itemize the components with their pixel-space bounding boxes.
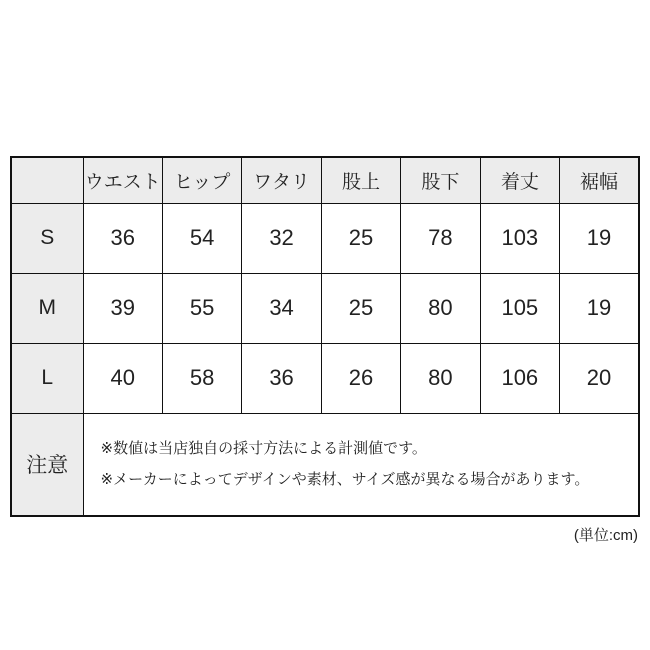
- cell-m-length: 105: [480, 273, 559, 343]
- cell-s-inseam: 78: [401, 203, 480, 273]
- cell-s-rise: 25: [321, 203, 400, 273]
- cell-s-hip: 54: [162, 203, 241, 273]
- row-label-s: S: [11, 203, 83, 273]
- column-header-waist: ウエスト: [83, 157, 162, 203]
- unit-note: (単位:cm): [573, 527, 638, 544]
- cell-m-thigh: 34: [242, 273, 321, 343]
- cell-s-length: 103: [480, 203, 559, 273]
- cell-l-thigh: 36: [242, 343, 321, 413]
- table-row-size-s: [11, 203, 639, 273]
- cell-m-inseam: 80: [401, 273, 480, 343]
- column-header-hem-width: 裾幅: [560, 157, 639, 203]
- corner-cell: [11, 157, 83, 203]
- table-row-size-l: [11, 343, 639, 413]
- column-header-thigh: ワタリ: [242, 157, 321, 203]
- cell-l-waist: 40: [83, 343, 162, 413]
- cell-s-waist: 36: [83, 203, 162, 273]
- note-row: [11, 413, 639, 516]
- cell-l-hem-width: 20: [560, 343, 639, 413]
- size-table: [10, 156, 640, 517]
- table-row-size-m: [11, 273, 639, 343]
- cell-l-inseam: 80: [401, 343, 480, 413]
- row-label-l: L: [11, 343, 83, 413]
- cell-s-thigh: 32: [242, 203, 321, 273]
- note-row-label: 注意: [11, 413, 83, 516]
- cell-l-rise: 26: [321, 343, 400, 413]
- cell-s-hem-width: 19: [560, 203, 639, 273]
- note-line-2: ※メーカーによってデザインや素材、サイズ感が異なる場合があります。: [100, 471, 590, 489]
- column-header-inseam: 股下: [401, 157, 480, 203]
- cell-l-hip: 58: [162, 343, 241, 413]
- row-label-m: M: [11, 273, 83, 343]
- cell-m-rise: 25: [321, 273, 400, 343]
- cell-l-length: 106: [480, 343, 559, 413]
- column-header-length: 着丈: [480, 157, 559, 203]
- column-header-hip: ヒップ: [162, 157, 241, 203]
- header-row: [11, 157, 639, 203]
- column-header-rise: 股上: [321, 157, 400, 203]
- cell-m-waist: 39: [83, 273, 162, 343]
- cell-m-hem-width: 19: [560, 273, 639, 343]
- note-cell: [83, 413, 639, 516]
- note-line-1: ※数値は当店独自の採寸方法による計測値です。: [100, 440, 427, 458]
- cell-m-hip: 55: [162, 273, 241, 343]
